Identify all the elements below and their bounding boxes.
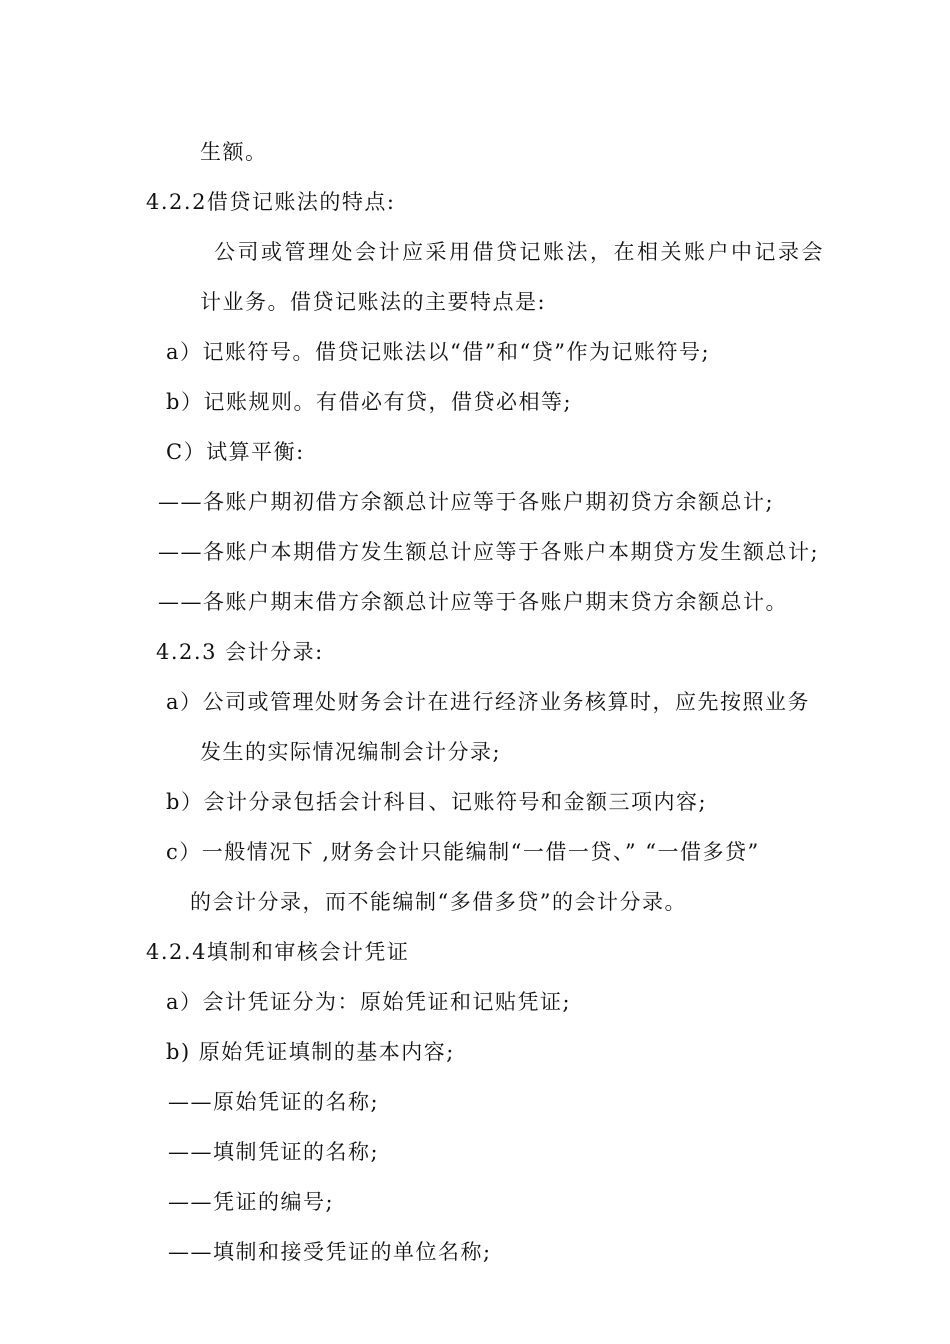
list-item-b: b）记账规则。有借必有贷，借贷必相等; bbox=[166, 390, 573, 414]
heading-4-2-4: 4.2.4填制和审核会计凭证 bbox=[146, 940, 410, 964]
text-line-3: 公司或管理处会计应采用借贷记账法，在相关账户中记录会 bbox=[214, 240, 825, 264]
list-item-a-2: a）公司或管理处财务会计在进行经济业务核算时，应先按照业务 bbox=[166, 690, 811, 714]
list-item-a-3: a）会计凭证分为：原始凭证和记贴凭证; bbox=[166, 990, 572, 1014]
dash-item-3: ——各账户期末借方余额总计应等于各账户期末贷方余额总计。 bbox=[158, 590, 788, 614]
dash-item-5: ——填制凭证的名称; bbox=[168, 1140, 380, 1164]
list-item-b-2: b）会计分录包括会计科目、记账符号和金额三项内容; bbox=[166, 790, 708, 814]
heading-4-2-2: 4.2.2借贷记账法的特点: bbox=[146, 190, 396, 214]
heading-4-2-3: 4.2.3 会计分录: bbox=[156, 640, 324, 664]
dash-item-4: ——原始凭证的名称; bbox=[168, 1090, 380, 1114]
list-item-c: C）试算平衡: bbox=[166, 440, 305, 464]
dash-item-7: ——填制和接受凭证的单位名称; bbox=[168, 1240, 492, 1264]
list-item-b-3: b) 原始凭证填制的基本内容; bbox=[166, 1040, 455, 1064]
dash-item-1: ——各账户期初借方余额总计应等于各账户期初贷方余额总计; bbox=[158, 490, 775, 514]
list-item-c-2: c）一般情况下 ,财务会计只能编制“一借一贷、” “一借多贷” bbox=[166, 840, 760, 864]
text-line-16: 的会计分录，而不能编制“多借多贷”的会计分录。 bbox=[190, 890, 687, 914]
list-item-a: a）记账符号。借贷记账法以“借”和“贷”作为记账符号; bbox=[166, 340, 711, 364]
text-line-13: 发生的实际情况编制会计分录; bbox=[200, 740, 502, 764]
dash-item-2: ——各账户本期借方发生额总计应等于各账户本期贷方发生额总计; bbox=[158, 540, 820, 564]
text-line-1: 生额。 bbox=[200, 140, 268, 164]
dash-item-6: ——凭证的编号; bbox=[168, 1190, 335, 1214]
text-line-4: 计业务。借贷记账法的主要特点是: bbox=[200, 290, 547, 314]
